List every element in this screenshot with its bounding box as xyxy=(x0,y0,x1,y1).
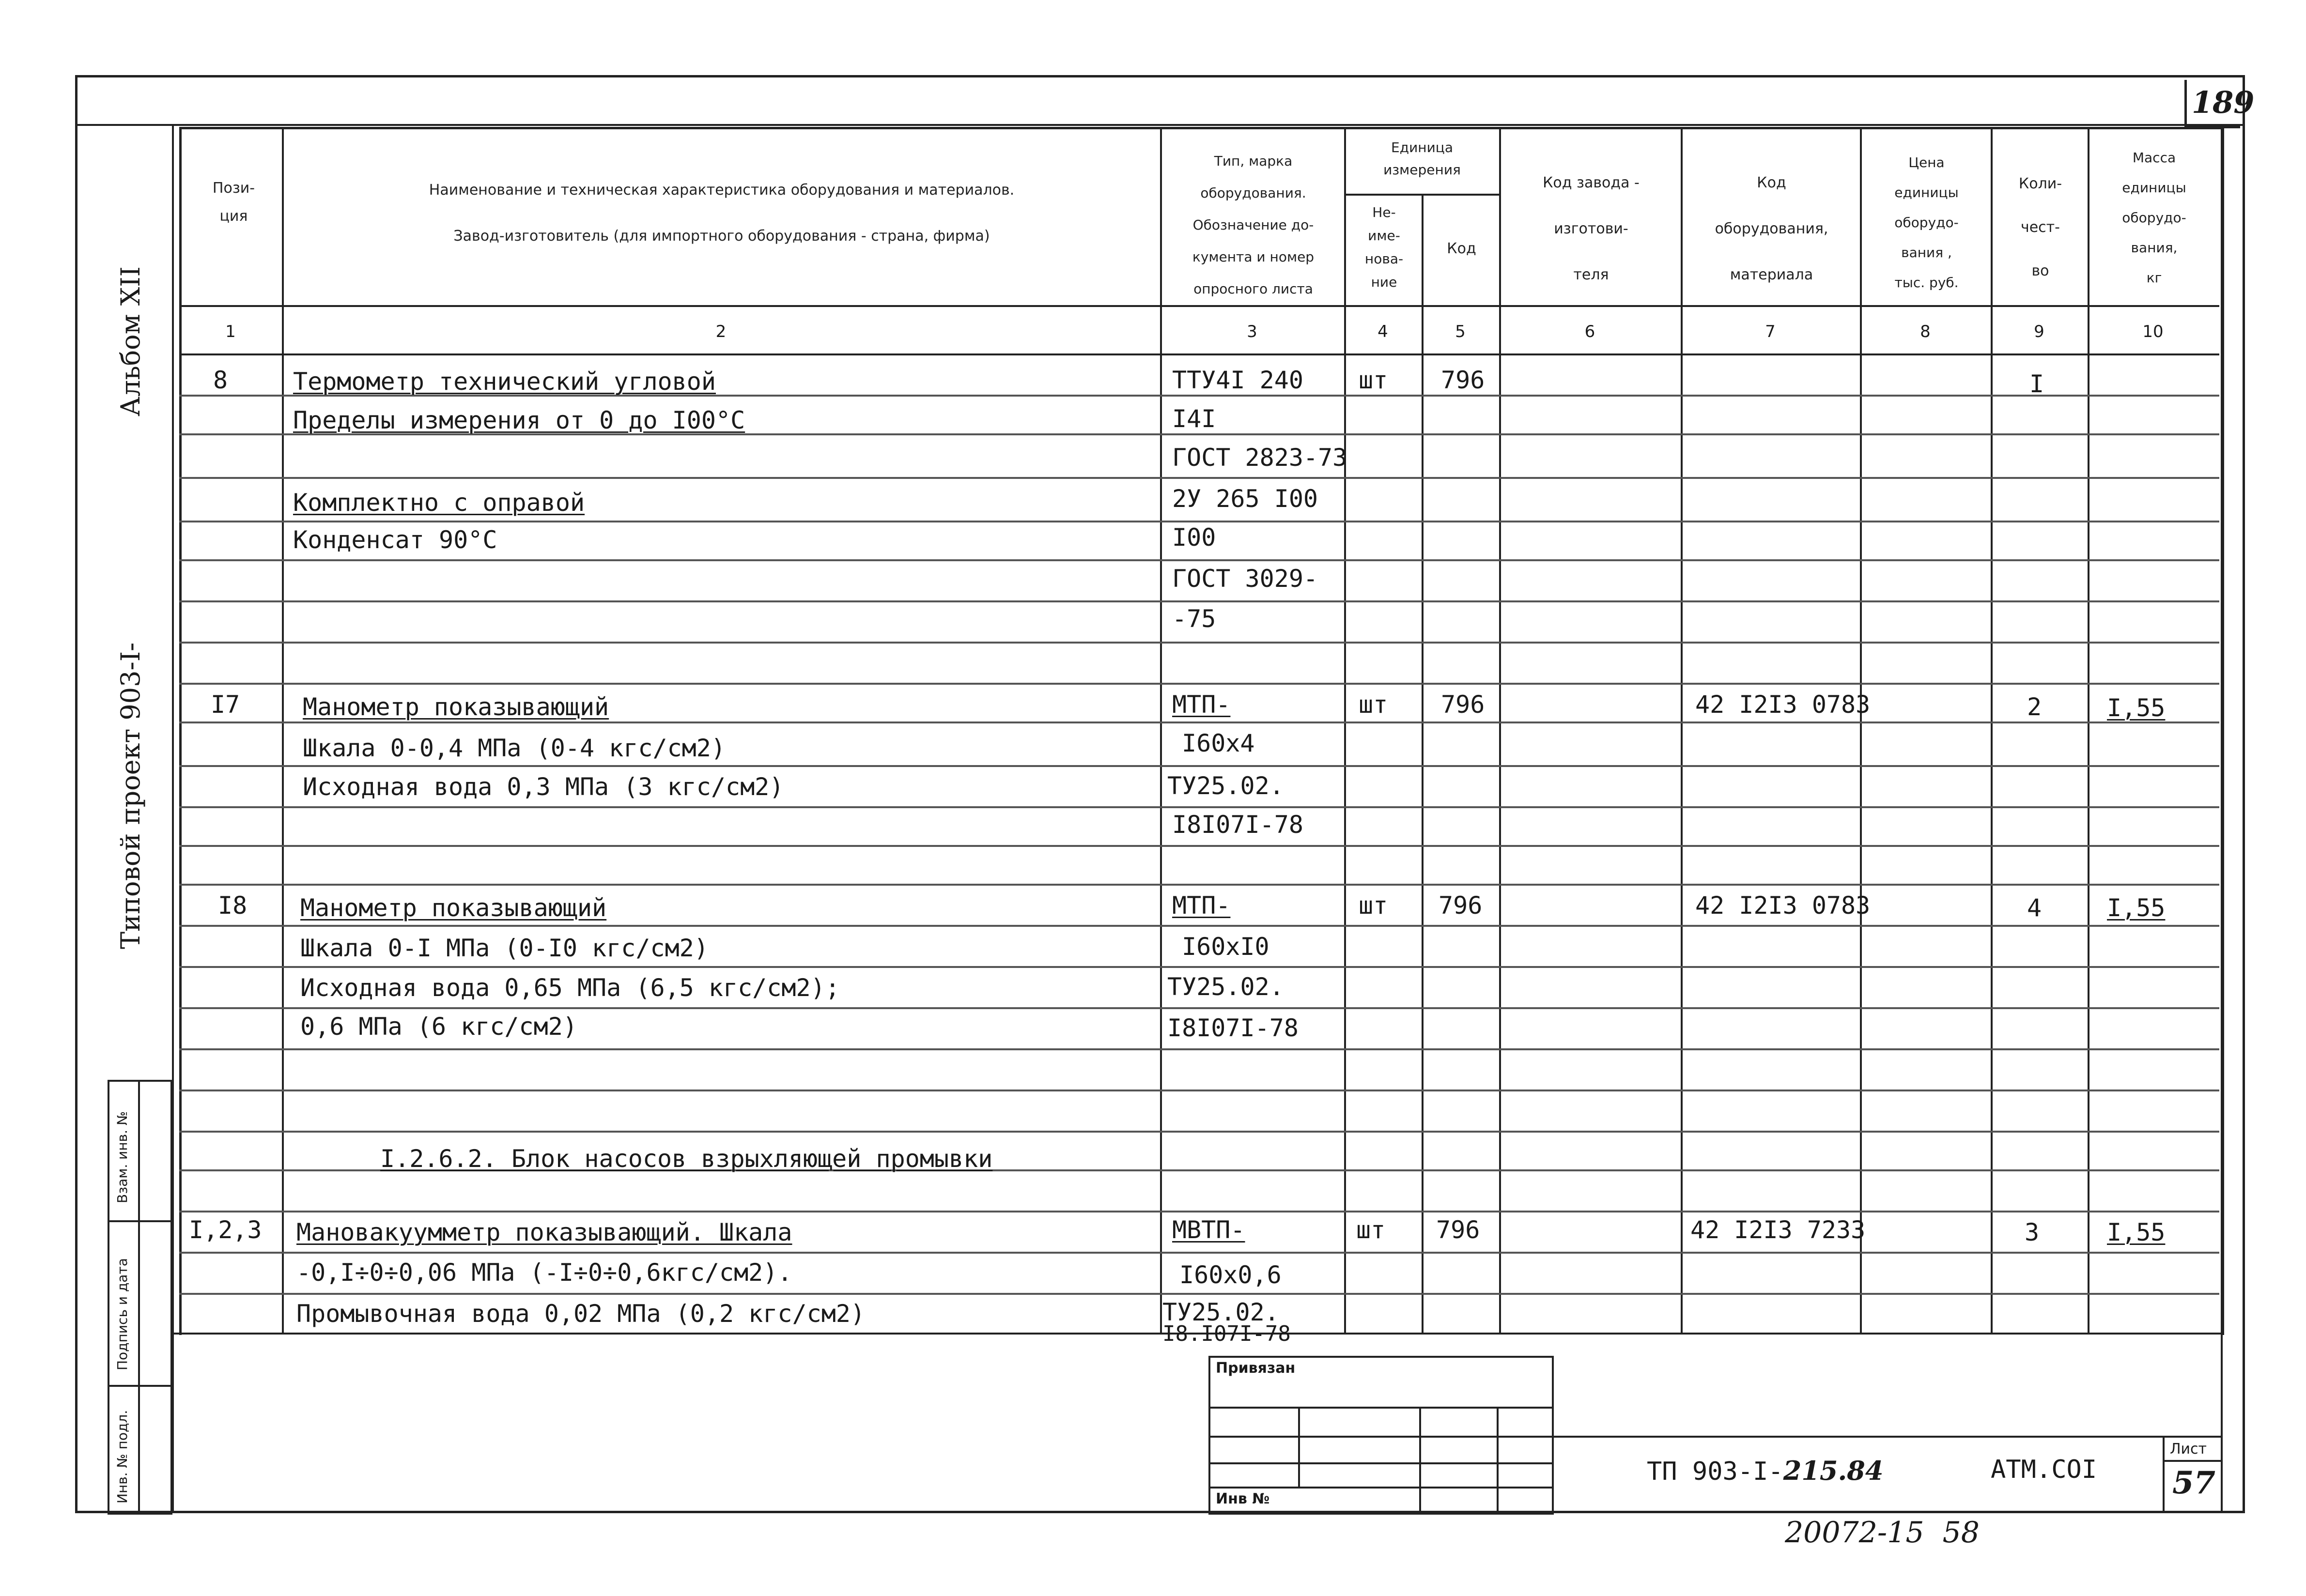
header-c7-line: материала xyxy=(1730,266,1813,283)
section-heading: I.2.6.2. Блок насосов взрыхляющей промывки xyxy=(380,1145,993,1173)
mass-cell: I,55 xyxy=(2107,1218,2166,1246)
header-c2-line: Наименование и техническая характеристика оборудования и материалов. xyxy=(429,182,1015,199)
row-sep xyxy=(179,721,2219,723)
name-cell: Шкала 0-0,4 МПа (0-4 кгс/см2) xyxy=(303,734,726,762)
type-cell: ТТУ4I 240 xyxy=(1172,366,1303,394)
header-c1-line: ция xyxy=(219,208,248,225)
equip-code-cell: 42 I2I3 0783 xyxy=(1695,891,1871,920)
colnum-4: 4 xyxy=(1377,322,1388,341)
type-cell: I8I07I-78 xyxy=(1167,1014,1299,1042)
mass-cell: I,55 xyxy=(2107,894,2166,922)
side-stamp-divider xyxy=(138,1080,140,1511)
footer-handwritten: 20072-15 58 xyxy=(1785,1516,1980,1550)
header-c8-line: оборудо- xyxy=(1894,215,1959,230)
row-sep xyxy=(179,559,2219,561)
row-sep xyxy=(179,1252,2219,1254)
code-cell: 796 xyxy=(1441,691,1485,719)
name-cell: Шкала 0-I МПа (0-I0 кгс/см2) xyxy=(300,934,709,962)
header-c10 xyxy=(2090,143,2218,293)
type-cell: I4I xyxy=(1172,405,1216,433)
colnum-bottom-line xyxy=(179,353,2219,355)
priv-line2 xyxy=(1208,1436,1552,1438)
colnum-2: 2 xyxy=(715,322,727,341)
priv-vline3 xyxy=(1497,1407,1499,1511)
header-c3 xyxy=(1165,145,1342,305)
doc-prefix: ТП 903-I- xyxy=(1647,1457,1783,1486)
name-cell: Манометр показывающий xyxy=(303,693,609,721)
header-c10-line: Масса xyxy=(2132,150,2176,166)
header-c6 xyxy=(1501,160,1681,298)
type-cell: МТП- xyxy=(1172,891,1231,920)
name-cell: Манометр показывающий xyxy=(300,894,607,922)
header-c6-line: теля xyxy=(1573,266,1609,283)
name-cell: Исходная вода 0,3 МПа (3 кгс/см2) xyxy=(303,773,784,801)
header-c2-line: Завод-изготовитель (для импортного оборудования - страна, фирма) xyxy=(453,228,990,245)
col-line-7 xyxy=(1860,127,1862,1333)
code-cell: 796 xyxy=(1441,366,1485,394)
type-cell: I60x0,6 xyxy=(1179,1261,1282,1289)
type-cell: ТУ25.02. xyxy=(1167,973,1284,1001)
header-c7 xyxy=(1683,160,1860,298)
priv-vline1 xyxy=(1298,1407,1300,1487)
row-sep xyxy=(179,683,2219,685)
title-block-top xyxy=(1550,1436,2221,1438)
row-sep xyxy=(179,806,2219,808)
row-sep xyxy=(179,1211,2219,1212)
col-line-3 xyxy=(1344,127,1346,1333)
doc-mark: АТМ.COI xyxy=(1991,1455,2097,1484)
header-c10-line: вания, xyxy=(2131,240,2178,256)
qty-cell: I xyxy=(2029,370,2044,398)
type-cell: 2У 265 I00 xyxy=(1172,485,1318,513)
inv-no-label: Инв № xyxy=(1216,1490,1270,1507)
col-line-2 xyxy=(1160,127,1162,1333)
name-cell: Исходная вода 0,65 МПа (6,5 кгс/см2); xyxy=(300,974,840,1002)
header-c3-line: оборудования. xyxy=(1200,185,1306,201)
priv-line1 xyxy=(1208,1407,1552,1409)
unit-cell: шт xyxy=(1359,691,1388,719)
sheet-label: Лист xyxy=(2170,1441,2207,1458)
type-cell: МТП- xyxy=(1172,691,1231,719)
header-c4 xyxy=(1346,201,1422,294)
colnum-7: 7 xyxy=(1765,322,1776,341)
name-cell: 0,6 МПа (6 кгс/см2) xyxy=(300,1013,577,1041)
code-cell: 796 xyxy=(1436,1216,1480,1244)
unit-cell: шт xyxy=(1356,1216,1386,1244)
row-sep xyxy=(179,845,2219,847)
colnum-3: 3 xyxy=(1247,322,1257,341)
row-sep xyxy=(179,600,2219,602)
row-sep xyxy=(179,925,2219,927)
equip-code-cell: 42 I2I3 0783 xyxy=(1695,691,1871,719)
pos-cell: I,2,3 xyxy=(189,1216,262,1244)
row-sep xyxy=(179,765,2219,767)
colnum-5: 5 xyxy=(1455,322,1466,341)
header-c10-line: кг xyxy=(2146,270,2162,286)
type-cell: I00 xyxy=(1172,523,1216,552)
colnum-9: 9 xyxy=(2034,322,2044,341)
pos-cell: I8 xyxy=(218,891,248,920)
project-label: Типовой проект 903-I- xyxy=(115,642,146,949)
type-cell: I60x4 xyxy=(1182,729,1255,757)
col-line-4 xyxy=(1422,194,1424,1333)
row-sep xyxy=(179,642,2219,644)
type-cell: ТУ25.02. xyxy=(1167,772,1284,800)
col-line-5 xyxy=(1499,127,1501,1333)
unit-cell: шт xyxy=(1359,366,1388,394)
header-c4-line: име- xyxy=(1368,228,1400,244)
header-c9-line: во xyxy=(2031,262,2049,279)
sheet-box-left xyxy=(2163,1436,2165,1511)
name-cell: Комплектно с оправой xyxy=(293,489,585,517)
priv-vline2 xyxy=(1419,1407,1421,1511)
unit-header-divider xyxy=(1344,194,1499,196)
stamp-inv-orig: Инв. № подл. xyxy=(114,1410,130,1504)
stamp-inv-replace: Взам. инв. № xyxy=(114,1111,130,1203)
header-c6-line: изготови- xyxy=(1554,220,1628,237)
header-c8-line: тыс. руб. xyxy=(1894,275,1959,291)
header-c8 xyxy=(1862,148,1991,298)
row-sep xyxy=(179,521,2219,522)
row-sep xyxy=(179,1090,2219,1091)
col-line-8 xyxy=(1991,127,1993,1333)
top-border-line xyxy=(75,124,2243,126)
type-cell: МВТП- xyxy=(1172,1216,1245,1244)
priv-line3 xyxy=(1208,1462,1552,1464)
qty-cell: 2 xyxy=(2027,693,2042,721)
type-cell: ГОСТ 2823-73 xyxy=(1172,444,1347,472)
sheet-box-divider xyxy=(2163,1460,2221,1462)
qty-cell: 4 xyxy=(2027,894,2042,922)
header-c7-line: Код xyxy=(1757,174,1786,191)
sheet-number: 57 xyxy=(2172,1465,2216,1501)
type-cell: ГОСТ 3029- xyxy=(1172,565,1318,593)
header-c3-line: опросного листа xyxy=(1193,281,1313,297)
header-c10-line: единицы xyxy=(2122,180,2186,196)
header-c3-line: Обозначение до- xyxy=(1192,217,1314,233)
header-unit xyxy=(1346,137,1498,181)
priv-line4 xyxy=(1208,1487,1552,1489)
colnum-8: 8 xyxy=(1920,322,1931,341)
code-cell: 796 xyxy=(1439,891,1483,920)
colnum-10: 10 xyxy=(2142,322,2164,341)
header-c4-line: нова- xyxy=(1364,251,1404,267)
col-line-1 xyxy=(282,127,284,1333)
name-cell: -0,I÷0÷0,06 МПа (-I÷0÷0,6кгс/см2). xyxy=(296,1258,792,1287)
pos-cell: I7 xyxy=(211,691,240,719)
mass-cell: I,55 xyxy=(2107,694,2166,722)
header-c1-line: Пози- xyxy=(212,180,255,197)
album-label: Альбом XII xyxy=(115,266,146,416)
unit-cell: шт xyxy=(1359,891,1388,920)
name-cell: Термометр технический угловой xyxy=(293,368,716,396)
equip-code-cell: 42 I2I3 7233 xyxy=(1690,1216,1866,1244)
header-c7-line: оборудования, xyxy=(1715,220,1828,237)
row-sep xyxy=(179,884,2219,886)
side-stamp-sep2 xyxy=(108,1385,170,1387)
header-c10-line: оборудо- xyxy=(2122,210,2186,226)
header-c8-line: вания , xyxy=(1901,245,1952,261)
header-c9 xyxy=(1993,162,2088,293)
doc-number-handwritten: 215.84 xyxy=(1783,1455,1884,1486)
header-c3-line: кумента и номер xyxy=(1192,249,1315,265)
header-c3-line: Тип, марка xyxy=(1214,153,1293,169)
name-cell: Пределы измерения от 0 до I00°C xyxy=(293,406,745,434)
header-bottom-line xyxy=(179,305,2219,307)
name-cell: Мановакуумметр показывающий. Шкала xyxy=(296,1218,792,1246)
header-c4-line: Не- xyxy=(1372,204,1396,220)
header-c8-line: Цена xyxy=(1908,154,1945,170)
doc-designation xyxy=(1647,1455,1883,1486)
type-cell: I8.I07I-78 xyxy=(1162,1321,1291,1346)
type-cell: -75 xyxy=(1172,605,1216,633)
sheet-number-handwritten: 189 xyxy=(2192,85,2255,120)
header-c4-line: ние xyxy=(1371,274,1397,290)
row-sep xyxy=(179,1048,2219,1050)
privyazan-label: Привязан xyxy=(1216,1360,1296,1377)
type-cell: ТУ25.02. xyxy=(1162,1298,1279,1326)
name-cell: Промывочная вода 0,02 МПа (0,2 кгс/см2) xyxy=(296,1300,865,1328)
header-c6-line: Код завода - xyxy=(1543,174,1640,191)
row-sep xyxy=(179,966,2219,968)
row-sep xyxy=(179,1293,2219,1295)
header-c8-line: единицы xyxy=(1894,184,1959,200)
header-c1 xyxy=(189,174,279,230)
header-c2 xyxy=(291,167,1153,259)
stamp-sign-date: Подпись и дата xyxy=(114,1258,130,1370)
header-unit-line: Единица xyxy=(1391,139,1453,155)
col-line-6 xyxy=(1681,127,1683,1333)
row-sep xyxy=(179,1007,2219,1009)
name-cell: Конденсат 90°C xyxy=(293,526,497,554)
row-sep xyxy=(179,1131,2219,1133)
pos-cell: 8 xyxy=(213,366,228,394)
col-line-9 xyxy=(2088,127,2089,1333)
header-c9-line: Коли- xyxy=(2018,175,2062,192)
side-stamp-sep1 xyxy=(108,1220,170,1222)
type-cell: I60xI0 xyxy=(1182,933,1269,961)
qty-cell: 3 xyxy=(2025,1218,2040,1246)
colnum-6: 6 xyxy=(1584,322,1595,341)
row-sep xyxy=(179,477,2219,479)
header-c5: Код xyxy=(1447,240,1476,257)
colnum-1: 1 xyxy=(225,322,236,341)
type-cell: I8I07I-78 xyxy=(1172,811,1303,839)
header-c9-line: чест- xyxy=(2021,219,2060,236)
header-unit-line: измерения xyxy=(1383,162,1461,178)
